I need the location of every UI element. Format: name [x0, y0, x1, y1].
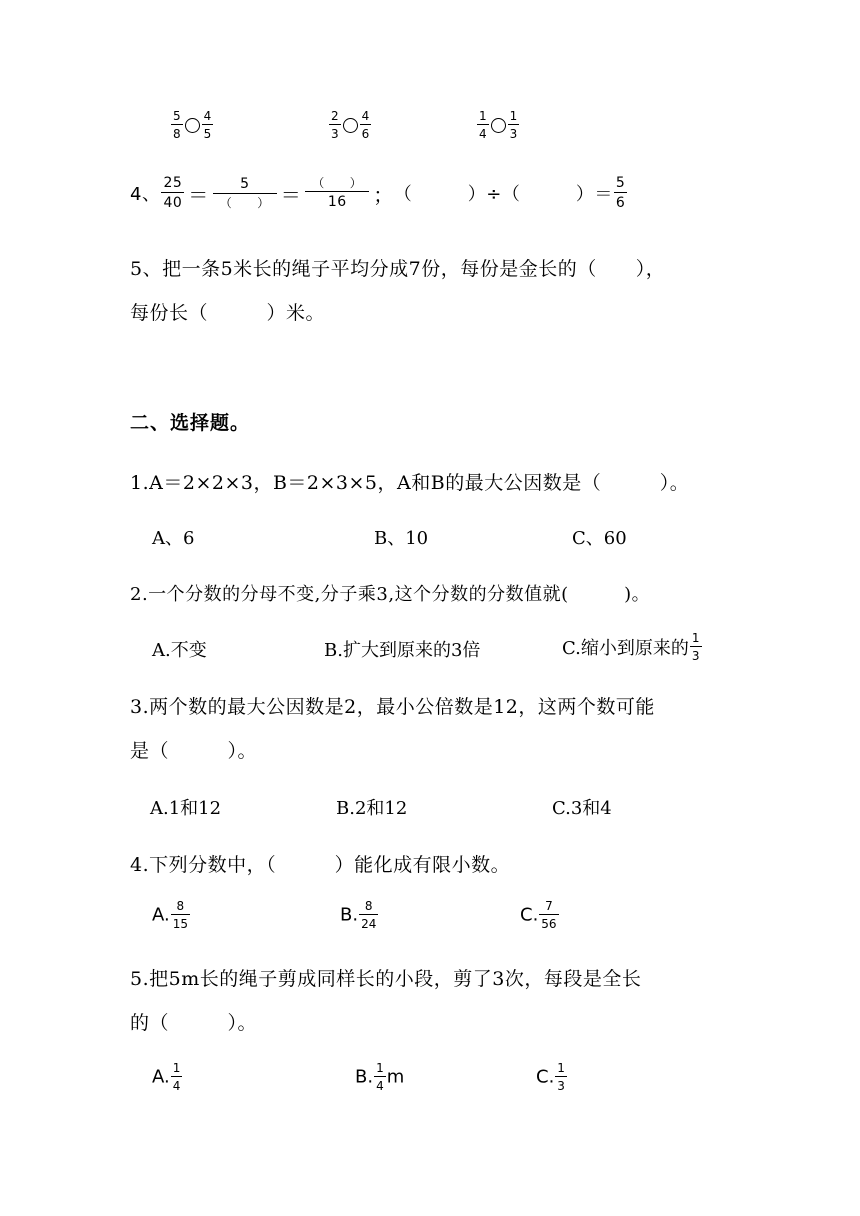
mc3-option-a[interactable]: A.1和12	[150, 798, 222, 819]
compare-item-1	[170, 110, 214, 140]
mc3-option-c[interactable]: C.3和4	[552, 798, 612, 819]
mc-question-3-line-1: 3.两个数的最大公因数是2，最小公倍数是12，这两个数可能	[130, 696, 655, 718]
mc-question-4: 4.下列分数中，（ ）能化成有限小数。	[130, 854, 511, 876]
answer-circle[interactable]	[343, 118, 358, 133]
mc1-option-c[interactable]: C、60	[572, 528, 627, 549]
mc-question-2: 2.一个分数的分母不变,分子乘3,这个分数的分数值就( )。	[130, 584, 651, 605]
mc-question-5-line-2: 的（ ）。	[130, 1012, 258, 1034]
mc-question-5-line-1: 5.把5m长的绳子剪成同样长的小段，剪了3次，每段是全长	[130, 968, 642, 990]
fraction: $\frac{25}{40}$	[163, 175, 183, 211]
fraction-blank[interactable]: $\frac{5}{( )}$	[213, 177, 277, 209]
fraction: $\frac{2}{3}$	[331, 109, 339, 141]
fraction: $\frac{4}{5}$	[203, 109, 212, 141]
fraction: $\frac{1}{3}$	[509, 109, 518, 141]
compare-item-3	[476, 110, 520, 140]
question-5-line-1: 5、把一条5米长的绳子平均分成7份，每份是金长的（ ），	[130, 258, 666, 280]
fraction-blank[interactable]: $\frac{( )}{16}$	[305, 177, 369, 209]
fraction: $\frac{1}{3}$	[557, 1061, 565, 1093]
fraction: $\frac{1}{4}$	[172, 1061, 181, 1093]
mc4-option-a[interactable]: A. $\frac{8}{15}$	[152, 899, 188, 931]
fraction: $\frac{5}{8}$	[173, 109, 181, 141]
mc5-option-b[interactable]: B. $\frac{1}{4}$ m	[355, 1061, 405, 1093]
mc-question-3-line-2: 是（ ）。	[130, 740, 258, 762]
mc5-option-a[interactable]: A. $\frac{1}{4}$	[152, 1061, 181, 1093]
mc4-option-c[interactable]: C. $\frac{7}{56}$	[520, 899, 557, 931]
answer-circle[interactable]	[491, 118, 506, 133]
mc-question-1: 1.A＝2×2×3，B＝2×3×5，A和B的最大公因数是（ ）。	[130, 472, 690, 494]
division-blank[interactable]: （ ）÷（ ）＝	[402, 184, 613, 205]
mc2-option-a[interactable]: A.不变	[152, 640, 207, 661]
mc2-option-b[interactable]: B.扩大到原来的3倍	[324, 640, 481, 661]
fraction: $\frac{7}{56}$	[541, 899, 557, 931]
fraction: $\frac{4}{6}$	[361, 109, 370, 141]
fraction: $\frac{1}{4}$	[376, 1061, 384, 1093]
fraction: $\frac{8}{24}$	[361, 899, 377, 931]
mc1-option-a[interactable]: A、6	[152, 528, 195, 549]
mc3-option-b[interactable]: B.2和12	[336, 798, 408, 819]
fraction: $\frac{5}{6}$	[615, 175, 626, 211]
question-4-fractions: 4、 $\frac{25}{40}$ ＝ $\frac{5}{( )}$ ＝ $\frac{( )}{16}$ ； （ ）÷（ ）＝ $\frac{5}{6}$	[130, 175, 626, 211]
fraction: $\frac{1}{4}$	[479, 109, 487, 141]
compare-item-2	[328, 110, 372, 140]
mc1-option-b[interactable]: B、10	[374, 528, 429, 549]
answer-circle[interactable]	[185, 118, 200, 133]
mc5-option-c[interactable]: C. $\frac{1}{3}$	[536, 1061, 565, 1093]
question-5-line-2: 每份长（ ）米。	[130, 302, 326, 324]
mc4-option-b[interactable]: B. $\frac{8}{24}$	[340, 899, 377, 931]
section-title: 二、选择题。	[130, 412, 251, 434]
mc2-option-c[interactable]: C.缩小到原来的 $\frac{1}{3}$	[562, 631, 700, 663]
fraction: $\frac{1}{3}$	[691, 631, 700, 663]
fraction: $\frac{8}{15}$	[172, 899, 188, 931]
